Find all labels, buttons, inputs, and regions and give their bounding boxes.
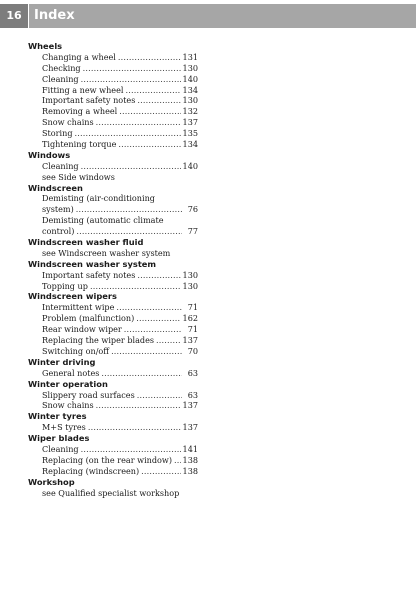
subentry-label: Snow chains xyxy=(42,117,94,128)
subentry-label: Snow chains xyxy=(42,400,94,411)
subentry-page-number: 134 xyxy=(182,139,198,150)
index-subentry xyxy=(28,117,198,128)
subentry-page-number: 76 xyxy=(187,204,198,215)
index-heading: Windscreen wipers xyxy=(28,291,117,302)
index-subentry xyxy=(28,302,198,313)
index-heading: Winter operation xyxy=(28,378,108,389)
subentry-page-number: 140 xyxy=(182,73,198,84)
index-entry xyxy=(28,259,198,292)
index-subentry xyxy=(28,204,198,215)
index-subentry-line: Demisting (automatic climate xyxy=(42,215,164,226)
subentry-page-number: 141 xyxy=(182,443,198,454)
subentry-label: Important safety notes xyxy=(42,269,136,280)
subentry-page-number: 137 xyxy=(182,117,198,128)
subentry-label: control) xyxy=(42,226,75,237)
index-subentry xyxy=(28,422,198,433)
subentry-page-number: 130 xyxy=(182,269,198,280)
page-number: 16 xyxy=(0,4,28,28)
subentry-page-number: 71 xyxy=(187,324,198,335)
index-heading: Wiper blades xyxy=(28,433,90,444)
subentry-label: Fitting a new wheel xyxy=(42,84,124,95)
index-subentry xyxy=(28,335,198,346)
dot-leader xyxy=(137,390,182,401)
header-bar xyxy=(29,4,416,28)
index-subentry-line: Demisting (air-conditioning xyxy=(42,193,155,204)
index-subentry xyxy=(28,444,198,455)
subentry-label: Intermittent wipe xyxy=(42,302,115,313)
index-subentry xyxy=(28,85,198,96)
subentry-page-number: 71 xyxy=(187,302,198,313)
index-entry xyxy=(28,477,198,499)
dot-leader xyxy=(125,85,180,96)
subentry-label: Cleaning xyxy=(42,443,79,454)
dot-leader xyxy=(75,128,181,139)
dot-leader xyxy=(101,368,182,379)
dot-leader xyxy=(90,281,181,292)
index-entry xyxy=(28,357,198,379)
index-subentry xyxy=(28,466,198,477)
index-see-reference: see Side windows xyxy=(42,171,115,182)
subentry-label: Replacing (windscreen) xyxy=(42,465,140,476)
dot-leader xyxy=(118,139,180,150)
subentry-page-number: 130 xyxy=(182,62,198,73)
index-entry xyxy=(28,237,198,259)
index-subentry xyxy=(28,346,198,357)
subentry-page-number: 63 xyxy=(187,389,198,400)
index-see-reference: see Qualified specialist workshop xyxy=(42,487,180,498)
dot-leader xyxy=(81,161,181,172)
subentry-label: Tightening torque xyxy=(42,139,117,150)
index-heading: Windows xyxy=(28,149,71,160)
subentry-label: Switching on/off xyxy=(42,345,110,356)
page-title: Index xyxy=(34,8,75,23)
index-heading: Windscreen washer fluid xyxy=(28,237,144,248)
index-subentry xyxy=(28,368,198,379)
index-subentry xyxy=(28,52,198,63)
index-subentry xyxy=(28,106,198,117)
index-subentry xyxy=(28,139,198,150)
index-heading: Windscreen xyxy=(28,182,83,193)
subentry-label: Topping up xyxy=(42,280,88,291)
subentry-label: Storing xyxy=(42,128,73,139)
dot-leader xyxy=(116,302,182,313)
subentry-label: Removing a wheel xyxy=(42,106,118,117)
subentry-label: Replacing (on the rear window) xyxy=(42,454,173,465)
subentry-page-number: 134 xyxy=(182,84,198,95)
index-subentry xyxy=(28,281,198,292)
index-heading: Windscreen washer system xyxy=(28,258,157,269)
subentry-label: Checking xyxy=(42,62,81,73)
subentry-page-number: 77 xyxy=(187,226,198,237)
index-subentry xyxy=(28,63,198,74)
subentry-label: General notes xyxy=(42,367,100,378)
dot-leader xyxy=(83,63,181,74)
subentry-page-number: 63 xyxy=(187,367,198,378)
dot-leader xyxy=(124,324,182,335)
index-entry xyxy=(28,41,198,150)
index-subentry xyxy=(28,324,198,335)
index-entry xyxy=(28,291,198,356)
index-subentry xyxy=(28,270,198,281)
dot-leader xyxy=(111,346,182,357)
dot-leader xyxy=(118,52,181,63)
subentry-page-number: 135 xyxy=(182,128,198,139)
index-entry xyxy=(28,433,198,477)
index-subentry xyxy=(28,313,198,324)
dot-leader xyxy=(174,455,181,466)
dot-leader xyxy=(88,422,181,433)
subentry-page-number: 137 xyxy=(182,422,198,433)
dot-leader xyxy=(81,444,181,455)
index-entry xyxy=(28,183,198,237)
subentry-label: Important safety notes xyxy=(42,95,136,106)
dot-leader xyxy=(96,400,181,411)
dot-leader xyxy=(76,204,182,215)
dot-leader xyxy=(136,313,180,324)
index-subentry xyxy=(28,95,198,106)
index-subentry xyxy=(28,226,198,237)
dot-leader xyxy=(76,226,182,237)
subentry-page-number: 140 xyxy=(182,160,198,171)
subentry-label: Rear window wiper xyxy=(42,324,122,335)
page-header xyxy=(0,4,416,28)
index-list xyxy=(28,41,198,498)
subentry-page-number: 132 xyxy=(182,106,198,117)
subentry-page-number: 70 xyxy=(187,345,198,356)
subentry-page-number: 131 xyxy=(182,51,198,62)
subentry-page-number: 137 xyxy=(182,335,198,346)
subentry-page-number: 162 xyxy=(182,313,198,324)
index-entry xyxy=(28,411,198,433)
index-heading: Winter tyres xyxy=(28,411,87,422)
subentry-page-number: 138 xyxy=(182,454,198,465)
subentry-label: system) xyxy=(42,204,74,215)
subentry-page-number: 130 xyxy=(182,280,198,291)
dot-leader xyxy=(137,270,180,281)
subentry-label: Changing a wheel xyxy=(42,51,116,62)
index-heading: Workshop xyxy=(28,476,75,487)
subentry-label: Problem (malfunction) xyxy=(42,313,135,324)
index-heading: Winter driving xyxy=(28,356,96,367)
index-subentry xyxy=(28,161,198,172)
index-subentry xyxy=(28,455,198,466)
dot-leader xyxy=(81,74,181,85)
dot-leader xyxy=(156,335,181,346)
dot-leader xyxy=(137,95,180,106)
subentry-page-number: 138 xyxy=(182,465,198,476)
subentry-label: Cleaning xyxy=(42,73,79,84)
dot-leader xyxy=(119,106,180,117)
index-entry xyxy=(28,379,198,412)
dot-leader xyxy=(96,117,181,128)
dot-leader xyxy=(141,466,180,477)
index-subentry xyxy=(28,74,198,85)
subentry-label: Slippery road surfaces xyxy=(42,389,135,400)
subentry-label: Replacing the wiper blades xyxy=(42,335,155,346)
index-subentry xyxy=(28,128,198,139)
index-subentry xyxy=(28,390,198,401)
subentry-page-number: 137 xyxy=(182,400,198,411)
subentry-label: M+S tyres xyxy=(42,422,86,433)
index-heading: Wheels xyxy=(28,41,63,51)
subentry-label: Cleaning xyxy=(42,160,79,171)
subentry-page-number: 130 xyxy=(182,95,198,106)
index-see-reference: see Windscreen washer system xyxy=(42,247,171,258)
index-subentry xyxy=(28,400,198,411)
index-entry xyxy=(28,150,198,183)
